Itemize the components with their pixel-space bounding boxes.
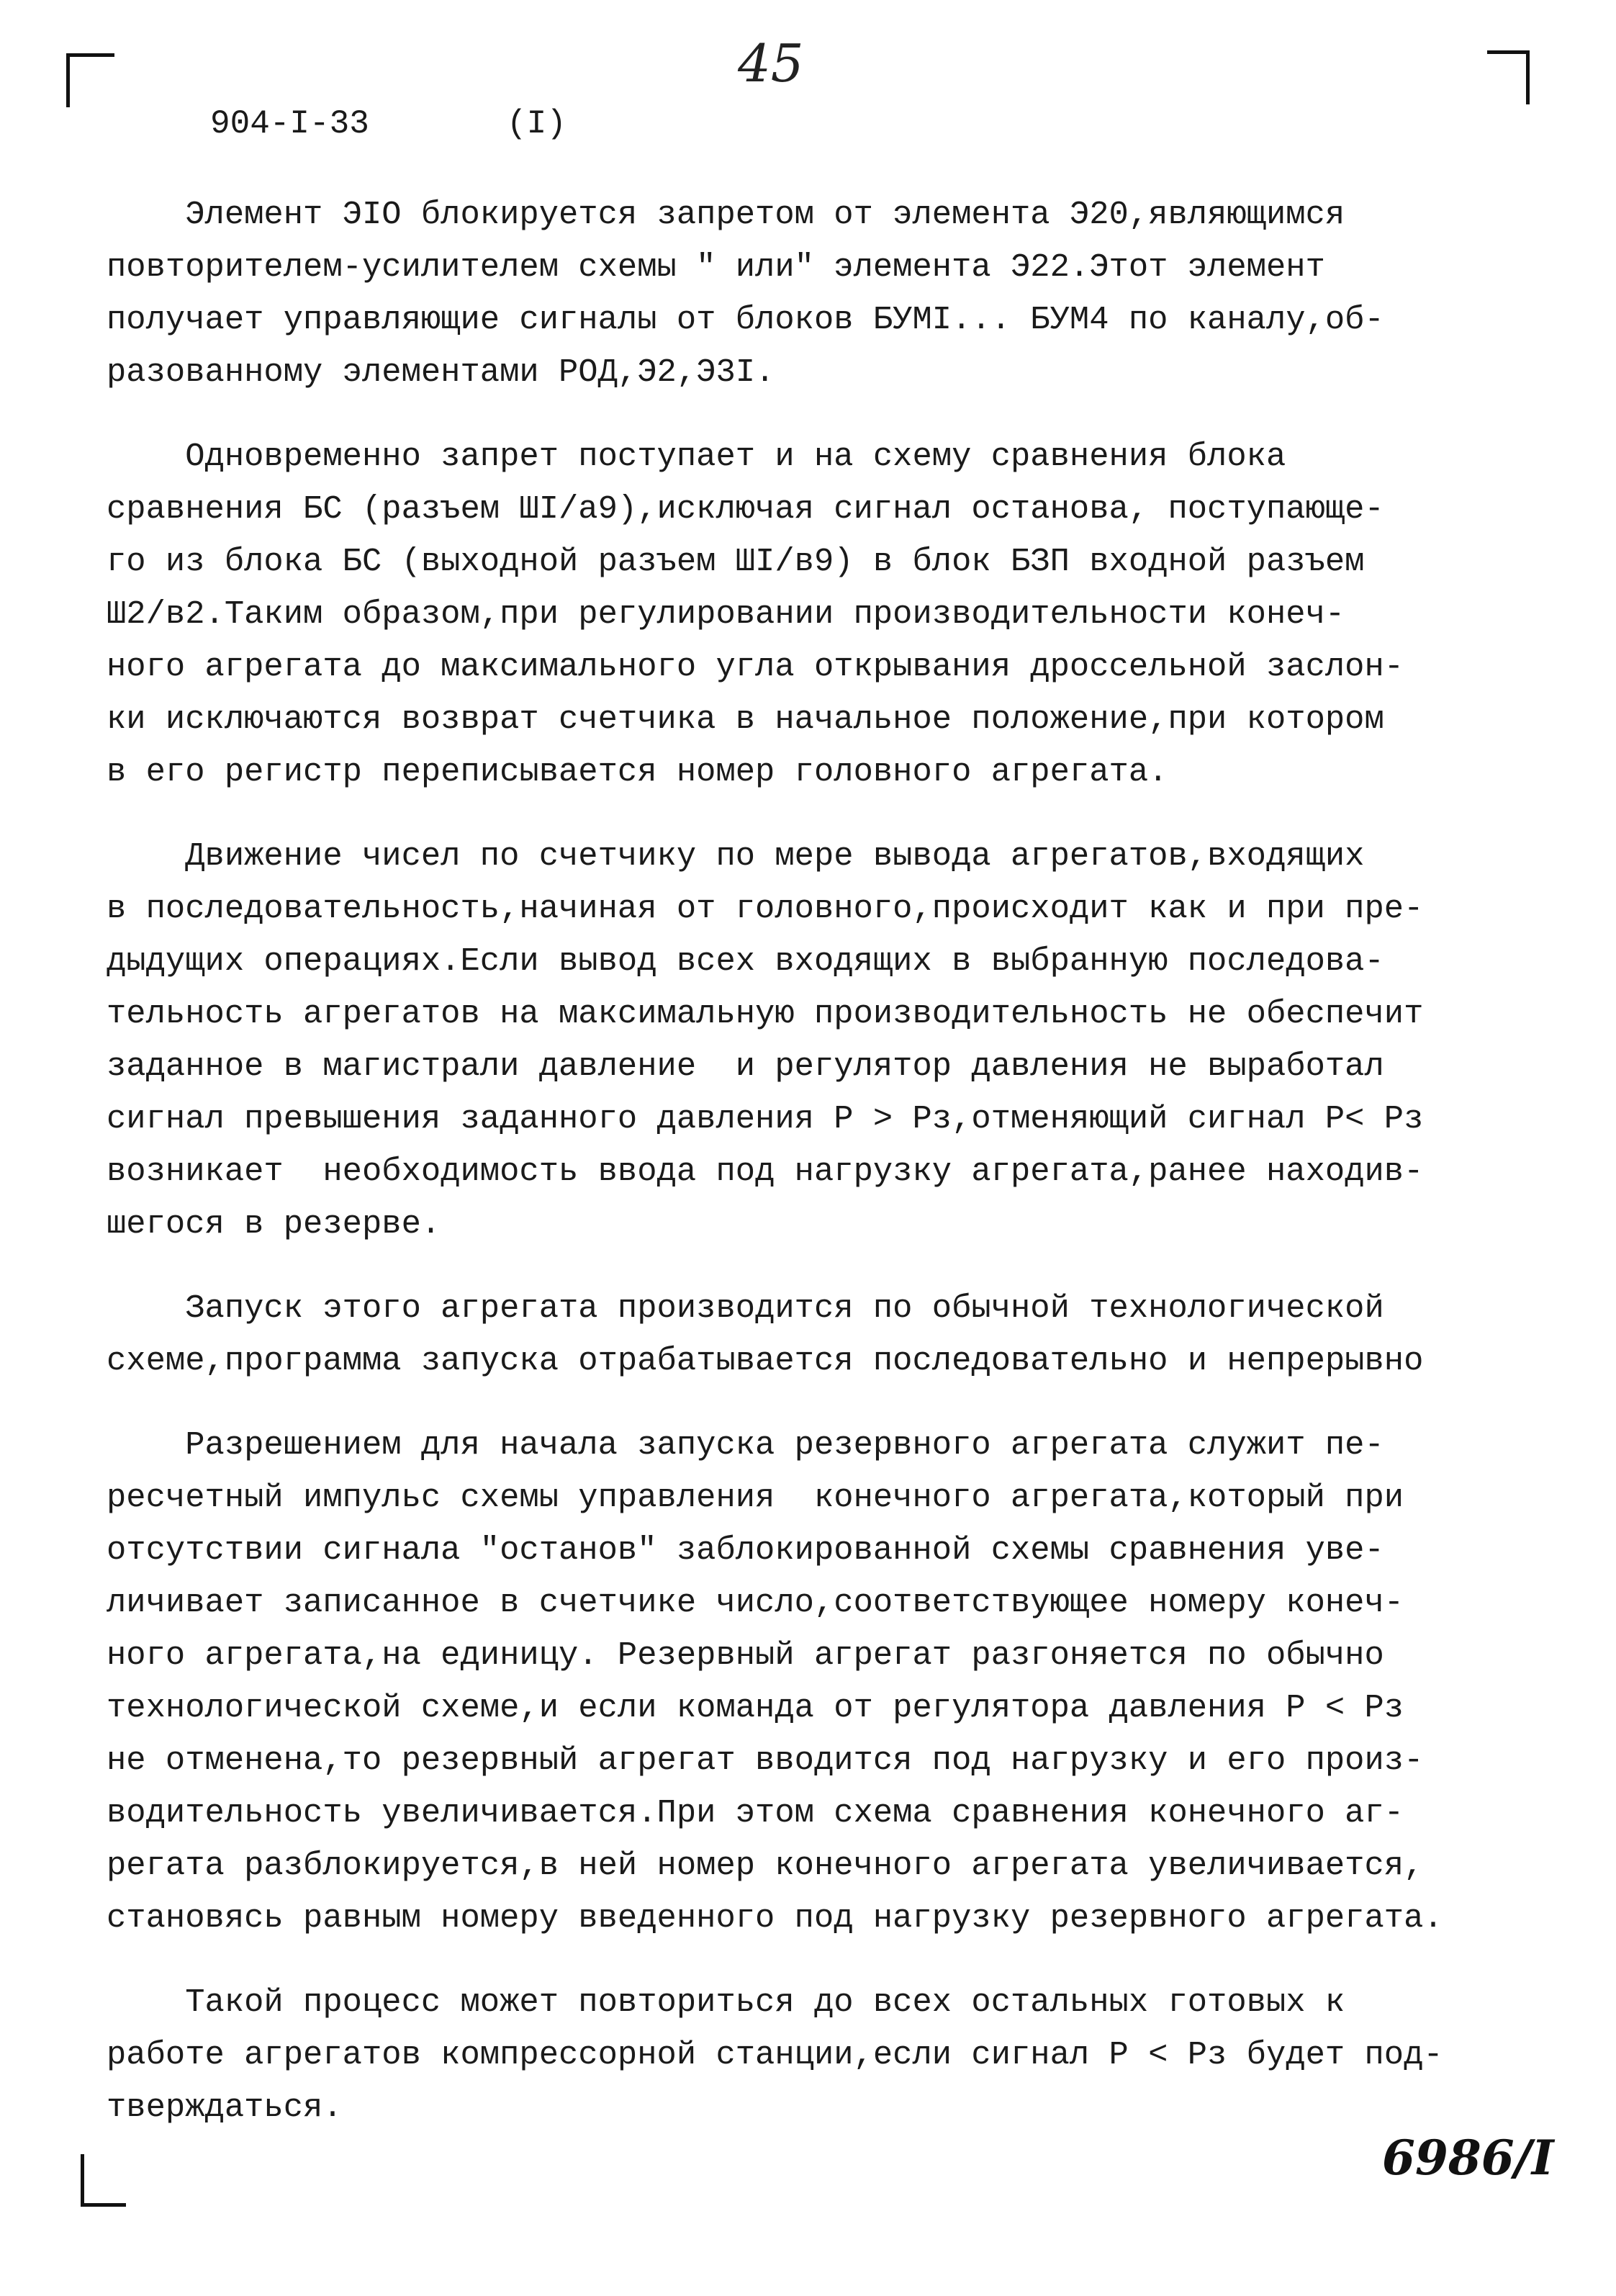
text-line: получает управляющие сигналы от блоков БУМI... БУМ4 по каналу,об- [107,301,1384,338]
text-line: схеме,программа запуска отрабатывается последовательно и непрерывно [107,1342,1424,1379]
text-line: Элемент ЭIO блокируется запретом от элемента Э20,являющимся [107,196,1345,233]
text-line: в его регистр переписывается номер головного агрегата. [107,753,1168,791]
text-line: Ш2/в2.Таким образом,при регулировании производительности конеч- [107,595,1345,633]
text-line: тверждаться. [107,2089,343,2126]
text-line: регата разблокируется,в ней номер конечного агрегата увеличивается, [107,1847,1424,1884]
text-line: сравнения БС (разъем ШI/а9),исключая сигнал останова, поступающе- [107,490,1384,528]
text-line: ки исключаются возврат счетчика в начальное положение,при котором [107,701,1384,738]
paragraph [107,1282,1546,1387]
corner-mark-top-right [1487,50,1530,104]
text-line: заданное в магистрали давление и регулятор давления не выработал [107,1048,1384,1085]
text-line: отсутствии сигнала "останов" заблокированной схемы сравнения уве- [107,1531,1384,1569]
paragraph [107,431,1546,798]
text-line: Разрешением для начала запуска резервного агрегата служит пе- [107,1426,1384,1464]
text-line: ного агрегата,на единицу. Резервный агрегат разгоняется по обычно [107,1637,1384,1674]
paragraph [107,1976,1546,2134]
text-line: дыдущих операциях.Если вывод всех входящих в выбранную последова- [107,942,1384,980]
text-line: Одновременно запрет поступает и на схему сравнения блока [107,438,1286,475]
document-code: 904-I-33 [210,105,369,143]
paragraph [107,1419,1546,1945]
text-line: тельность агрегатов на максимальную производительность не обеспечит [107,995,1424,1032]
text-line: Запуск этого агрегата производится по обычной технологической [107,1289,1384,1327]
text-line: становясь равным номеру введенного под нагрузку резервного агрегата. [107,1899,1443,1937]
text-line: повторителем-усилителем схемы " или" элемента Э22.Этот элемент [107,248,1325,286]
text-line: ного агрегата до максимального угла открывания дроссельной заслон- [107,648,1404,685]
text-line: ресчетный импульс схемы управления конечного агрегата,который при [107,1479,1404,1516]
body-text [107,189,1546,2166]
text-line: сигнал превышения заданного давления Р > Рз,отменяющий сигнал Р< Рз [107,1100,1424,1138]
text-line: в последовательность,начиная от головного,происходит как и при пре- [107,890,1424,927]
text-line: шегося в резерве. [107,1205,441,1243]
text-line: личивает записанное в счетчике число,соответствующее номеру конеч- [107,1584,1404,1621]
archive-number-stamp: 6986/I [1382,2130,1554,2186]
text-line: водительность увеличивается.При этом схема сравнения конечного аг- [107,1794,1404,1832]
text-line: работе агрегатов компрессорной станции,если сигнал Р < Рз будет под- [107,2036,1443,2074]
text-line: Такой процесс может повториться до всех остальных готовых к [107,1984,1345,2021]
text-line: разованному элементами РОД,Э2,Э3I. [107,354,775,391]
paragraph [107,189,1546,399]
text-line: го из блока БС (выходной разъем ШI/в9) в блок БЗП входной разъем [107,543,1365,580]
text-line: Движение чисел по счетчику по мере вывода агрегатов,входящих [107,837,1365,875]
text-line: не отменена,то резервный агрегат вводится под нагрузку и его произ- [107,1742,1424,1779]
text-line: технологической схеме,и если команда от регулятора давления Р < Рз [107,1689,1404,1726]
document-variant: (I) [507,105,566,143]
text-line: возникает необходимость ввода под нагрузку агрегата,ранее находив- [107,1153,1424,1190]
page-number: 45 [738,33,804,94]
corner-mark-top-left [66,53,114,107]
paragraph [107,830,1546,1251]
